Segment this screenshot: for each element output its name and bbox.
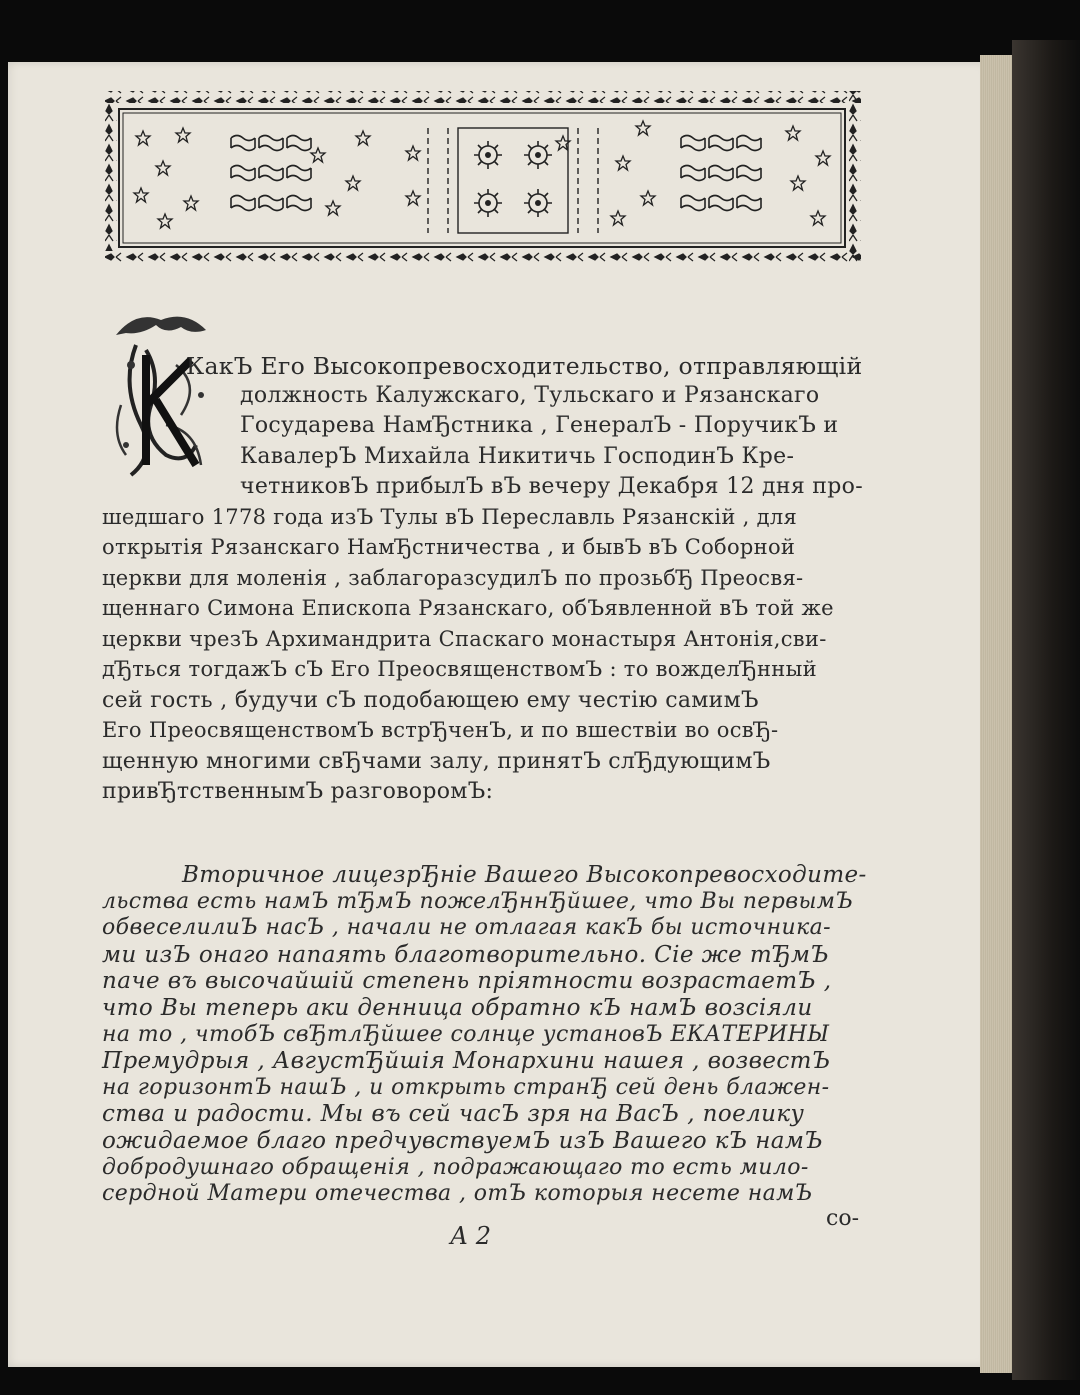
text-line: четниковЪ прибылЪ вЪ вечеру Декабря 12 дня про-	[240, 474, 863, 499]
book-cover-edge	[1012, 40, 1080, 1380]
text-line: должность Калужскаго, Тульскаго и Рязанскаго	[240, 382, 820, 408]
signature-mark: А 2	[450, 1222, 492, 1250]
ornamental-headpiece	[103, 83, 863, 271]
text-line: открытія Рязанскаго НамЂстничества , и бывЪ вЪ Соборной	[102, 535, 796, 559]
catchword: со-	[826, 1206, 859, 1231]
text-line: на горизонтЪ нашЪ , и открыть странЂ сей день блажен-	[102, 1074, 830, 1100]
text-line: обвеселилиЪ насЪ , начали не отлагая какЪ бы источника-	[102, 915, 831, 941]
text-line: паче въ высочайшій степень пріятности возрастаетЪ ,	[102, 968, 832, 995]
text-line: ства и радости. Мы въ сей часЪ зря на ВасЪ , поелику	[102, 1101, 805, 1128]
text-line: что Вы теперь аки денница обратно кЪ намЪ возсіяли	[102, 995, 813, 1021]
text-line: церкви чрезЪ Архимандрита Спаскаго монастыря Антонія,сви-	[102, 626, 827, 651]
text-line: КакЪ Его Высокопревосходительство, отправляющій	[186, 352, 863, 380]
text-line: сердной Матери отечества , отЪ которыя несете намЪ	[102, 1181, 813, 1207]
text-line: сей гость , будучи сЪ подобающею ему честію самимЪ	[102, 687, 759, 713]
text-line: дЂться тогдажЪ сЪ Его ПреосвященствомЪ : то вожделЂнный	[102, 657, 817, 681]
text-line: щенную многими свЂчами залу, принятЪ слЂдующимЪ	[102, 748, 771, 774]
text-line: ми изЪ онаго напаять благотворительно. Сіе же тЂмЪ	[102, 941, 830, 968]
text-line: ожидаемое благо предчувствуемЪ изЪ Вашего кЪ намЪ	[102, 1128, 824, 1154]
text-line: привЂтственнымЪ разговоромЪ:	[102, 779, 494, 804]
drop-cap-ornament	[106, 305, 224, 485]
text-line: КавалерЪ Михайла Никитичь ГосподинЪ Кре-	[240, 443, 795, 469]
text-line: льства есть намЪ тЂмЪ пожелЂннЂйшее, что Вы первымЪ	[102, 888, 854, 914]
text-line: щеннаго Симона Епископа Рязанскаго, обЪявленной вЪ той же	[102, 596, 834, 620]
text-line: шедшаго 1778 года изЪ Тулы вЪ Переславль Рязанскій , для	[102, 504, 798, 529]
text-line: добродушнаго обращенія , подражающаго то есть мило-	[102, 1154, 809, 1180]
page-edges	[980, 55, 1015, 1373]
text-line: на то , чтобЪ свЂтлЂйшее солнце установЪ ЕКАТЕРИНЫ	[102, 1021, 830, 1047]
text-line: церкви для моленія , заблагоразсудилЪ по прозьбЂ Преосвя-	[102, 565, 804, 590]
text-line: Премудрыя , АвгустЂйшія Монархини нашея , возвестЪ	[102, 1048, 831, 1075]
text-line: Его ПреосвященствомЪ встрЂченЪ, и по вшествіи во освЂ-	[102, 718, 779, 742]
text-line: Вторичное лицезрЂніе Вашего Высокопревосходите-	[182, 862, 867, 888]
text-line: Государева НамЂстника , ГенералЪ - ПоручикЪ и	[240, 413, 839, 438]
